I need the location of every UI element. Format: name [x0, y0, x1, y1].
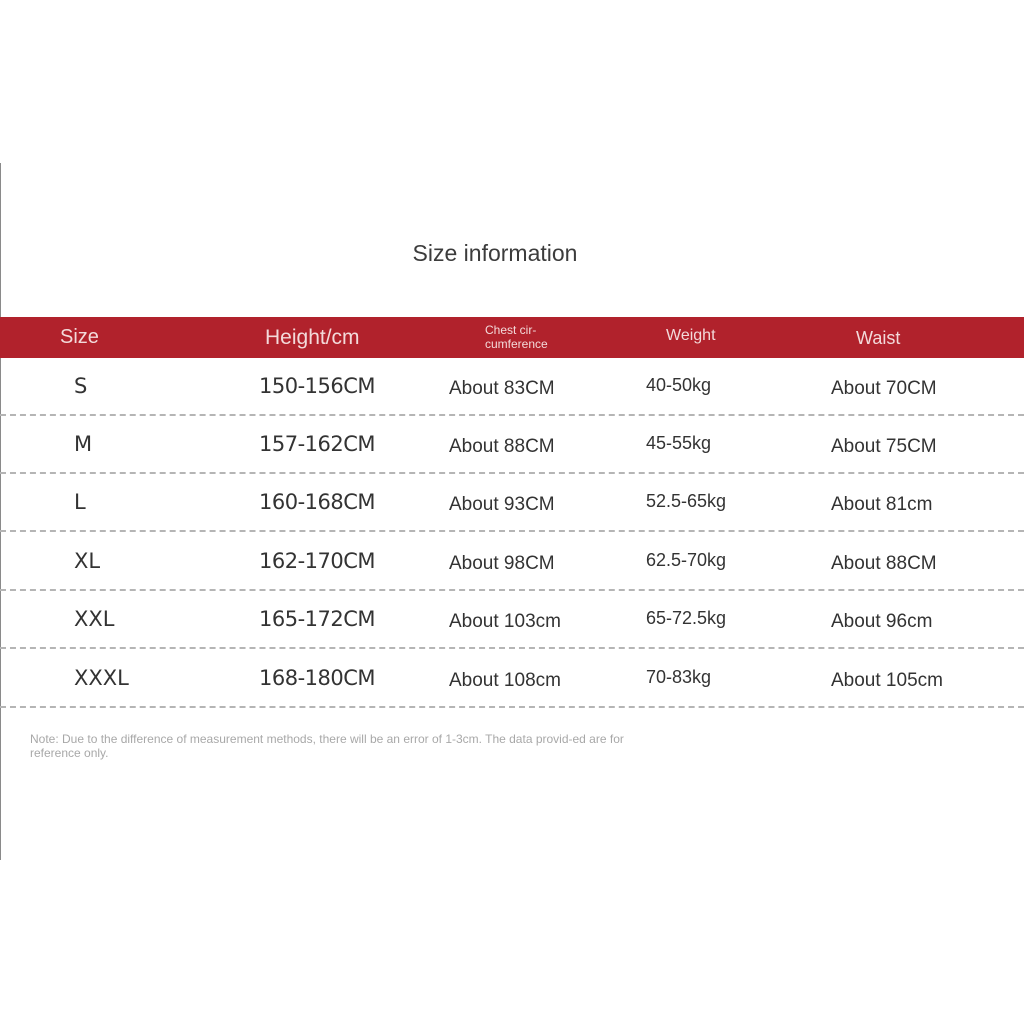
header-waist: Waist: [856, 328, 901, 348]
row-divider: [0, 706, 1024, 708]
cell-weight: 40-50kg: [646, 375, 712, 395]
header-height: Height/cm: [265, 326, 360, 349]
cell-waist: About 105cm: [831, 670, 943, 691]
cell-waist: About 81cm: [831, 494, 933, 515]
table-row: [0, 358, 1024, 416]
cell-size: L: [74, 490, 86, 514]
cell-chest: About 103cm: [449, 611, 561, 632]
cell-height: 168-180CM: [259, 666, 376, 690]
header-chest: Chest cir-cumference: [485, 323, 548, 351]
cell-chest: About 88CM: [449, 436, 555, 457]
cell-chest: About 83CM: [449, 378, 555, 399]
cell-height: 150-156CM: [259, 374, 376, 398]
cell-height: 157-162CM: [259, 432, 376, 456]
header-weight: Weight: [666, 327, 716, 344]
cell-size: S: [74, 374, 88, 398]
cell-weight: 52.5-65kg: [646, 491, 727, 511]
cell-waist: About 70CM: [831, 378, 937, 399]
cell-weight: 65-72.5kg: [646, 608, 727, 628]
cell-waist: About 75CM: [831, 436, 937, 457]
cell-size: M: [74, 432, 93, 456]
cell-chest: About 93CM: [449, 494, 555, 515]
cell-height: 160-168CM: [259, 490, 376, 514]
cell-chest: About 98CM: [449, 553, 555, 574]
table-row: [0, 650, 1024, 708]
cell-weight: 62.5-70kg: [646, 550, 727, 570]
cell-height: 165-172CM: [259, 607, 376, 631]
table-row: [0, 416, 1024, 474]
cell-chest: About 108cm: [449, 670, 561, 691]
table-row: [0, 533, 1024, 591]
cell-weight: 45-55kg: [646, 433, 712, 453]
table-header: [0, 317, 1024, 358]
row-divider: [0, 530, 1024, 532]
cell-height: 162-170CM: [259, 549, 376, 573]
header-size: Size: [60, 326, 99, 348]
measurement-note: Note: Due to the difference of measurement methods, there will be an error of 1-3cm. The data provid-ed are for reference only.: [30, 732, 624, 760]
cell-weight: 70-83kg: [646, 667, 712, 687]
table-row: [0, 591, 1024, 649]
cell-waist: About 88CM: [831, 553, 937, 574]
cell-waist: About 96cm: [831, 611, 933, 632]
cell-size: XL: [74, 549, 101, 573]
cell-size: XXXL: [74, 666, 129, 690]
row-divider: [0, 647, 1024, 649]
cell-size: XXL: [74, 607, 115, 631]
page-title: Size information: [412, 240, 578, 266]
table-row: [0, 474, 1024, 532]
